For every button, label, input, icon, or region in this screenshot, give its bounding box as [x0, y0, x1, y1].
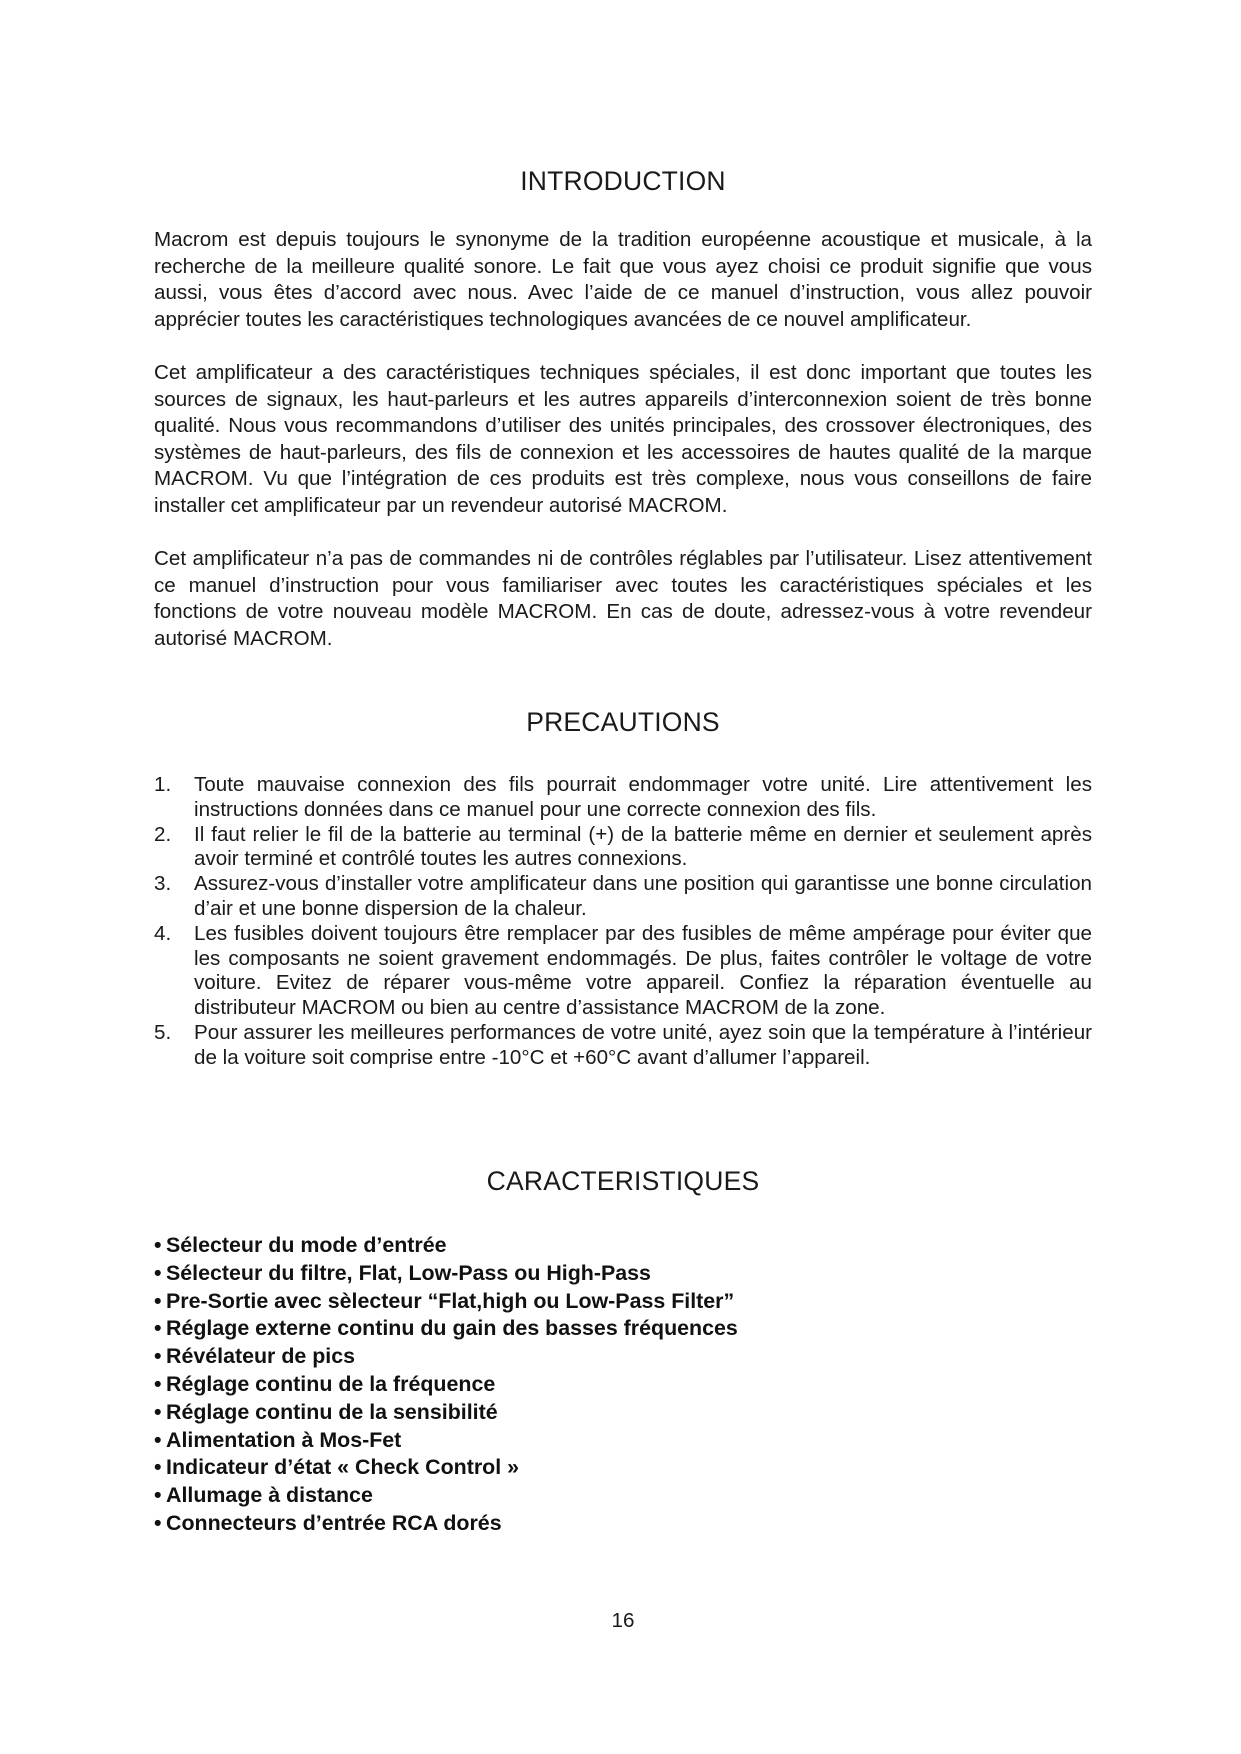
feature-item — [154, 1232, 738, 1260]
feature-text: Réglage externe continu du gain des basses fréquences — [166, 1316, 738, 1341]
caracteristiques-heading: CARACTERISTIQUES — [486, 1166, 760, 1196]
feature-item — [154, 1399, 738, 1427]
bullet: • — [154, 1483, 162, 1508]
precautions-heading: PRECAUTIONS — [526, 707, 720, 737]
feature-text: Sélecteur du mode d’entrée — [166, 1233, 447, 1257]
bullet: • — [154, 1316, 162, 1341]
feature-text: Réglage continu de la fréquence — [166, 1371, 496, 1396]
feature-text: Réglage continu de la sensibilité — [166, 1399, 498, 1424]
precaution-item — [154, 922, 1092, 1021]
precautions-list — [154, 773, 1092, 1071]
precaution-number: 3. — [154, 872, 172, 896]
introduction-paragraph-3: Cet amplificateur n’a pas de commandes ni de contrôles réglables par l’utilisateur. Lisez attentivement ce manuel d’instruction pour vous familiariser avec toutes les caractéristiques spéciales et les fonctions de votre nouveau modèle MACROM. En cas de doute, adressez-vous à votre revendeur autorisé MACROM. — [154, 547, 1092, 650]
bullet: • — [154, 1344, 162, 1369]
precaution-text: Pour assurer les meilleures performances de votre unité, ayez soin que la température à l’intérieur de la voiture soit comprise entre -10°C et +60°C avant d’allumer l’appareil. — [194, 1020, 1092, 1069]
bullet: • — [154, 1233, 162, 1257]
precaution-number: 1. — [154, 773, 172, 796]
feature-item — [154, 1454, 738, 1482]
introduction-heading: INTRODUCTION — [520, 166, 726, 196]
feature-text: Connecteurs d’entrée RCA dorés — [166, 1510, 502, 1535]
precaution-number: 4. — [154, 921, 172, 945]
feature-item — [154, 1260, 738, 1288]
bullet: • — [154, 1399, 162, 1424]
feature-item — [154, 1288, 738, 1316]
bullet: • — [154, 1288, 162, 1313]
feature-item — [154, 1371, 738, 1399]
feature-text: Révélateur de pics — [166, 1344, 356, 1369]
introduction-paragraph-1: Macrom est depuis toujours le synonyme de la tradition européenne acoustique et musicale, à la recherche de la meilleure qualité sonore. Le fait que vous ayez choisi ce produit signifie que vous aussi, vous êtes d’accord avec nous. Avec l’aide de ce manuel d’instruction, vous allez pouvoir apprécier toutes les caractéristiques technologiques avancées de ce nouvel amplificateur. — [154, 228, 1092, 331]
feature-text: Sélecteur du filtre, Flat, Low-Pass ou High-Pass — [166, 1260, 651, 1285]
feature-item — [154, 1427, 738, 1455]
feature-text: Indicateur d’état « Check Control » — [166, 1455, 520, 1480]
features-list — [154, 1232, 738, 1538]
feature-item — [154, 1315, 738, 1343]
feature-text: Alimentation à Mos-Fet — [166, 1427, 402, 1452]
bullet: • — [154, 1260, 162, 1285]
page-number: 16 — [611, 1609, 635, 1632]
precaution-text: Il faut relier le fil de la batterie au terminal (+) de la batterie même en dernier et seulement après avoir terminé et contrôlé toutes les autres connexions. — [194, 822, 1092, 871]
bullet: • — [154, 1455, 162, 1480]
precaution-text: Les fusibles doivent toujours être remplacer par des fusibles de même ampérage pour éviter que les composants ne soient gravement endommagés. De plus, faites contrôler le voltage de votre voiture. Evitez de réparer vous-même votre appareil. Confiez la réparation éventuelle au distributeur MACROM ou bien au centre d’assistance MACROM de la zone. — [194, 921, 1092, 1020]
precaution-item — [154, 1021, 1092, 1071]
feature-item — [154, 1482, 738, 1510]
feature-text: Pre-Sortie avec sèlecteur “Flat,high ou Low-Pass Filter” — [166, 1288, 735, 1313]
precaution-item — [154, 823, 1092, 873]
precaution-number: 2. — [154, 822, 172, 846]
document-page — [154, 0, 1092, 1754]
bullet: • — [154, 1510, 162, 1535]
feature-text: Allumage à distance — [166, 1483, 373, 1508]
bullet: • — [154, 1427, 162, 1452]
precaution-text: Toute mauvaise connexion des fils pourrait endommager votre unité. Lire attentivement les instructions données dans ce manuel pour une correcte connexion des fils. — [194, 773, 1092, 821]
feature-item — [154, 1510, 738, 1538]
precaution-number: 5. — [154, 1020, 172, 1044]
precaution-item — [154, 872, 1092, 922]
precaution-text: Assurez-vous d’installer votre amplificateur dans une position qui garantisse une bonne circulation d’air et une bonne dispersion de la chaleur. — [194, 872, 1092, 920]
bullet: • — [154, 1371, 162, 1396]
precaution-item — [154, 773, 1092, 823]
feature-item — [154, 1343, 738, 1371]
introduction-paragraph-2: Cet amplificateur a des caractéristiques techniques spéciales, il est donc important que toutes les sources de signaux, les haut-parleurs et les autres appareils d’interconnexion soient de très bonne qualité. Nous vous recommandons d’utiliser des unités principales, des crossover électroniques, des systèmes de haut-parleurs, des fils de connexion et les accessoires de hautes qualité de la marque MACROM. Vu que l’intégration de ces produits est très complexe, nous vous conseillons de faire installer cet amplificateur par un revendeur autorisé MACROM. — [154, 361, 1092, 517]
